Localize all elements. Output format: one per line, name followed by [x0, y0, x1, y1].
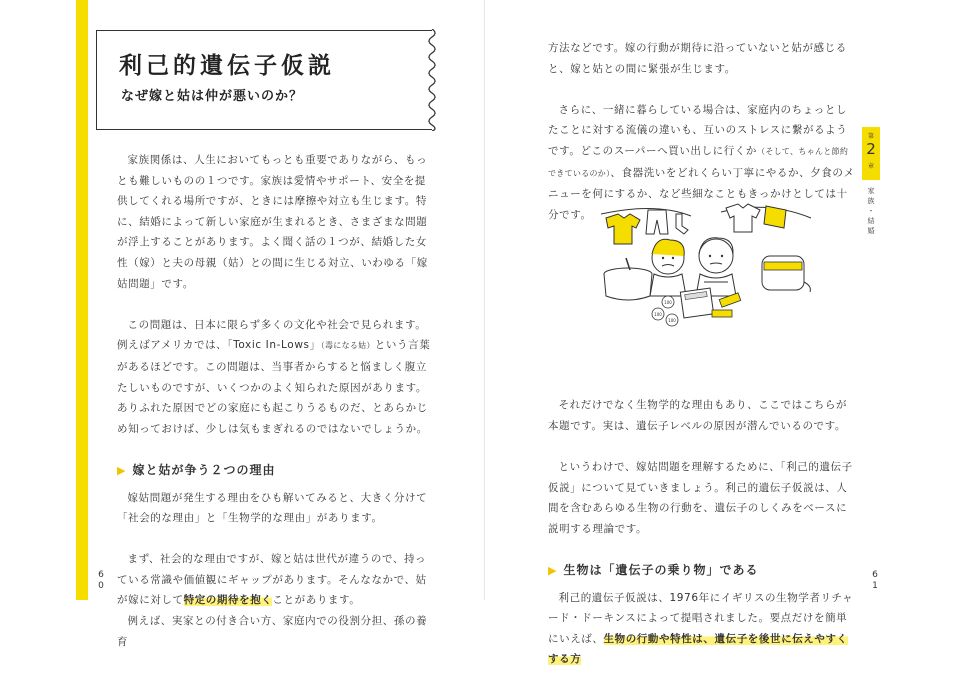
chapter-topic: 家 族 ・ 結 婚: [867, 187, 875, 235]
left-body-text: [117, 150, 435, 673]
highlight: 生物の行動や特性は、遺伝子を後世に伝えやすくする方: [548, 632, 848, 666]
paragraph: この問題は、日本に限らず多くの文化や社会で見られます。例えばアメリカでは、「Toxic In-Lows」（毒になる姑）という言葉があるほどです。この問題は、当事者からすると悩ましく腹立たしいものですが、いくつかのよく知られた原因があります。ありふれた原因でどの家庭にも起こりうるものだ、とあらかじめ知っておけば、少しは気もまぎれるのではないでしょうか。: [117, 318, 431, 435]
svg-text:100: 100: [668, 318, 676, 323]
chapter-subtitle: なぜ嫁と姑は仲が悪いのか？: [121, 89, 304, 104]
paragraph: 家族関係は、人生においてもっとも重要でありながら、もっとも難しいものの１つです。家族は愛情やサポート、安全を提供してくれる場所ですが、ときには摩擦や対立も生じます。特に、結婚によって新しい家庭が生まれるとき、さまざまな問題が浮上することがあります。よく聞く話の１つが、結婚した女性（嫁）と夫の母親（姑）との間に生じる対立、いわゆる「嫁姑問題」です。: [117, 154, 428, 290]
svg-text:100: 100: [654, 312, 662, 317]
paragraph: 嫁姑問題が発生する理由をひも解いてみると、大きく分けて「社会的な理由」と「生物学的な理由」があります。: [117, 491, 428, 525]
title-box: [96, 30, 432, 130]
highlight: 特定の期待を抱く: [183, 594, 273, 607]
paragraph: 方法などです。嫁の行動が期待に沿っていないと姑が感じると、嫁と姑との間に緊張が生じます。: [548, 42, 847, 75]
in-law-illustration-icon: [596, 192, 826, 327]
chapter-number: 2: [866, 140, 876, 158]
paragraph: まず、社会的な理由ですが、嫁と姑は世代が違うので、持っている常識や価値観にギャップがあります。そんななかで、姑が嫁に対して特定の期待を抱くことがあります。: [117, 553, 427, 607]
section-heading: ▶ 生物は「遺伝子の乗り物」である: [548, 563, 759, 578]
paragraph: 例えば、実家との付き合い方、家庭内での役割分担、孫の養育: [117, 615, 428, 648]
paragraph: 利己的遺伝子仮説は、1976年にイギリスの生物学者リチャード・ドーキンスによって提唱されました。要点だけを簡単にいえば、生物の行動や特性は、遺伝子を後世に伝えやすくする方: [548, 591, 854, 666]
title-wave-border: [428, 29, 440, 131]
triangle-bullet-icon: ▶: [117, 463, 127, 477]
right-body-text: [548, 38, 855, 691]
chapter-tab: 第 2 章: [862, 127, 880, 180]
triangle-bullet-icon: ▶: [548, 564, 558, 578]
chapter-title: 利己的遺伝子仮説: [119, 53, 335, 79]
page-gutter: [484, 0, 485, 600]
svg-text:100: 100: [664, 300, 672, 305]
section-heading: ▶ 嫁と姑が争う２つの理由: [117, 462, 276, 477]
paragraph: それだけでなく生物学的な理由もあり、ここではこちらが本題です。実は、遺伝子レベルの原因が潜んでいるのです。: [548, 399, 848, 432]
paragraph: というわけで、嫁姑問題を理解するために、「利己的遺伝子仮説」について見ていきましょう。利己的遺伝子仮説は、人間を含むあらゆる生物の行動を、遺伝子のしくみをベースに説明する理論です。: [548, 461, 853, 535]
page-number-left: 6 0: [98, 570, 104, 591]
page-number-right: 6 1: [872, 570, 878, 591]
left-margin-bar: [76, 0, 88, 600]
paragraph: さらに、一緒に暮らしている場合は、家庭内のちょっとしたことに対する流儀の違いも、互いのストレスに繋がるようです。どこのスーパーへ買い出しに行くか（そして、ちゃんと節約できているのか）、食器洗いをどれくらい丁寧にやるか、夕食のメニューを何にするか、など些細なこともきっかけとしては十分です。: [548, 103, 855, 221]
